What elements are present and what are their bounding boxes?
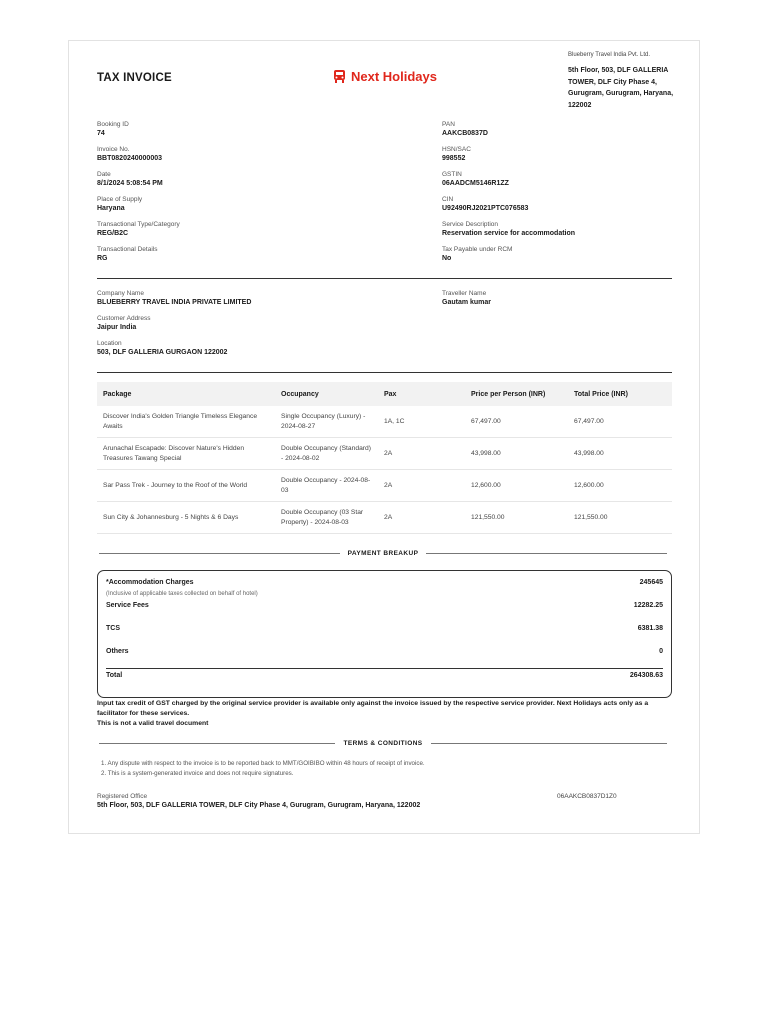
field-value: 06AADCM5146R1ZZ (442, 180, 509, 187)
table-row (97, 502, 672, 534)
accommodation-row (106, 579, 663, 586)
field-label: Customer Address (97, 315, 151, 322)
field-label: HSN/SAC (442, 146, 471, 153)
field-value: Gautam kumar (442, 299, 492, 306)
field-value: 74 (97, 130, 105, 137)
row-value: 6381.38 (637, 625, 663, 632)
total-price-cell: 12,600.00 (568, 470, 672, 502)
row-label: Total (106, 672, 123, 679)
row-label: TCS (106, 625, 120, 632)
field-label: Traveller Name (442, 290, 487, 297)
field-value: Haryana (97, 205, 125, 212)
terms-heading (99, 740, 667, 747)
field-label: Transactional Details (97, 246, 158, 253)
row-value: 12282.25 (633, 602, 663, 609)
section-title: PAYMENT BREAKUP (347, 550, 419, 557)
traveller-name-field (442, 290, 491, 306)
package-table (97, 382, 672, 534)
column-header-price-per-person: Price per Person (INR) (465, 382, 568, 406)
table-row (97, 438, 672, 470)
rcm-field (442, 246, 512, 262)
price-per-person-cell: 67,497.00 (465, 406, 568, 438)
pax-cell: 2A (378, 438, 465, 470)
package-cell: Sar Pass Trek - Journey to the Roof of the World (97, 470, 275, 502)
company-name: Blueberry Travel India Pvt. Ltd. (568, 52, 651, 58)
location-field (97, 340, 227, 356)
brand-logo (333, 69, 437, 84)
company-name-field (97, 290, 251, 306)
transaction-type-field (97, 221, 180, 237)
table-header-row (97, 382, 672, 406)
package-cell: Sun City & Johannesburg - 5 Nights & 6 Days (97, 502, 275, 534)
pax-cell: 2A (378, 470, 465, 502)
divider (106, 668, 663, 669)
row-label: *Accommodation Charges (106, 579, 194, 586)
service-description-field (442, 221, 575, 237)
table-row (97, 406, 672, 438)
field-value: Reservation service for accommodation (442, 230, 576, 237)
registered-office (97, 793, 420, 809)
divider (97, 372, 672, 373)
field-label: Transactional Type/Category (97, 221, 180, 228)
field-label: Location (97, 340, 122, 347)
occupancy-cell: Single Occupancy (Luxury) - 2024-08-27 (275, 406, 378, 438)
cin-field (442, 196, 528, 212)
gstin-field (442, 171, 509, 187)
price-per-person-cell: 43,998.00 (465, 438, 568, 470)
terms-item: 1. Any dispute with respect to the invoice is to be reported back to MMT/GOIBIBO within 48 hours of receipt of invoice. (101, 760, 425, 767)
row-value: 245645 (639, 579, 663, 586)
tcs-row (106, 625, 663, 632)
column-header-occupancy: Occupancy (275, 382, 378, 406)
field-label: Booking ID (97, 121, 129, 128)
place-of-supply-field (97, 196, 142, 212)
gst-note-text: Input tax credit of GST charged by the original service provider is available only against the invoice issued by the respective service provider. Next Holidays acts only as a facilitator for these services. (97, 700, 649, 717)
package-cell: Arunachal Escapade: Discover Nature's Hidden Treasures Tawang Special (97, 438, 275, 470)
field-value: No (442, 255, 452, 262)
pan-field (442, 121, 488, 137)
column-header-package: Package (97, 382, 275, 406)
heading-line (426, 553, 667, 554)
hsn-sac-field (442, 146, 471, 162)
heading-line (431, 743, 667, 744)
column-header-total-price: Total Price (INR) (568, 382, 672, 406)
pax-cell: 1A, 1C (378, 406, 465, 438)
accommodation-note: (Inclusive of applicable taxes collected on behalf of hotel) (106, 591, 258, 597)
field-value: 503, DLF GALLERIA GURGAON 122002 (97, 349, 228, 356)
invoice-no-field (97, 146, 162, 162)
others-row (106, 648, 663, 655)
field-label: Service Description (442, 221, 498, 228)
field-value: BLUEBERRY TRAVEL INDIA PRIVATE LIMITED (97, 299, 252, 306)
divider (97, 278, 672, 279)
price-per-person-cell: 12,600.00 (465, 470, 568, 502)
total-price-cell: 43,998.00 (568, 438, 672, 470)
footer-gst-code: 06AAKCB0837D1Z0 (557, 793, 617, 800)
occupancy-cell: Double Occupancy (Standard) - 2024-08-02 (275, 438, 378, 470)
occupancy-cell: Double Occupancy - 2024-08-03 (275, 470, 378, 502)
heading-line (99, 743, 335, 744)
field-value: AAKCB0837D (442, 130, 488, 137)
row-value: 264308.63 (629, 672, 663, 679)
table-row (97, 470, 672, 502)
total-price-cell: 67,497.00 (568, 406, 672, 438)
field-label: GSTIN (442, 171, 462, 178)
invoice-page (68, 40, 700, 834)
field-label: Tax Payable under RCM (442, 246, 513, 253)
occupancy-cell: Double Occupancy (03 Star Property) - 2024-08-03 (275, 502, 378, 534)
brand-name: Next Holidays (351, 69, 437, 84)
field-label: PAN (442, 121, 455, 128)
field-value: 998552 (442, 155, 466, 162)
field-value: RG (97, 255, 108, 262)
row-value: 0 (659, 648, 663, 655)
service-fees-row (106, 602, 663, 609)
terms-item: 2. This is a system-generated invoice and does not require signatures. (101, 770, 294, 777)
gst-note (97, 699, 677, 729)
column-header-pax: Pax (378, 382, 465, 406)
package-cell: Discover India's Golden Triangle Timeless Elegance Awaits (97, 406, 275, 438)
row-label: Others (106, 648, 129, 655)
heading-line (99, 553, 340, 554)
invoice-title: TAX INVOICE (97, 72, 172, 84)
field-label: Place of Supply (97, 196, 143, 203)
field-value: BBT0820240000003 (97, 155, 162, 162)
payment-breakup-heading (99, 550, 667, 557)
field-label: Invoice No. (97, 146, 130, 153)
payment-breakup-box (97, 570, 672, 698)
travel-document-note: This is not a valid travel document (97, 720, 209, 727)
pax-cell: 2A (378, 502, 465, 534)
field-value: U92490RJ2021PTC076583 (442, 205, 529, 212)
field-label: Registered Office (97, 793, 148, 800)
total-row (106, 672, 663, 679)
company-address: 5th Floor, 503, DLF GALLERIA TOWER, DLF City Phase 4, Gurugram, Gurugram, Haryana, 122002 (568, 67, 674, 109)
field-label: CIN (442, 196, 454, 203)
row-label: Service Fees (106, 602, 149, 609)
booking-id-field (97, 121, 129, 137)
transaction-details-field (97, 246, 157, 262)
date-field (97, 171, 163, 187)
customer-address-field (97, 315, 150, 331)
field-value: Jaipur India (97, 324, 137, 331)
field-value: 5th Floor, 503, DLF GALLERIA TOWER, DLF City Phase 4, Gurugram, Gurugram, Haryana, 122002 (97, 802, 421, 809)
terms-list (101, 759, 425, 779)
price-per-person-cell: 121,550.00 (465, 502, 568, 534)
field-value: 8/1/2024 5:08:54 PM (97, 180, 163, 187)
bus-icon (333, 69, 346, 84)
field-label: Date (97, 171, 111, 178)
section-title: TERMS & CONDITIONS (343, 740, 423, 747)
total-price-cell: 121,550.00 (568, 502, 672, 534)
field-label: Company Name (97, 290, 144, 297)
field-value: REG/B2C (97, 230, 129, 237)
